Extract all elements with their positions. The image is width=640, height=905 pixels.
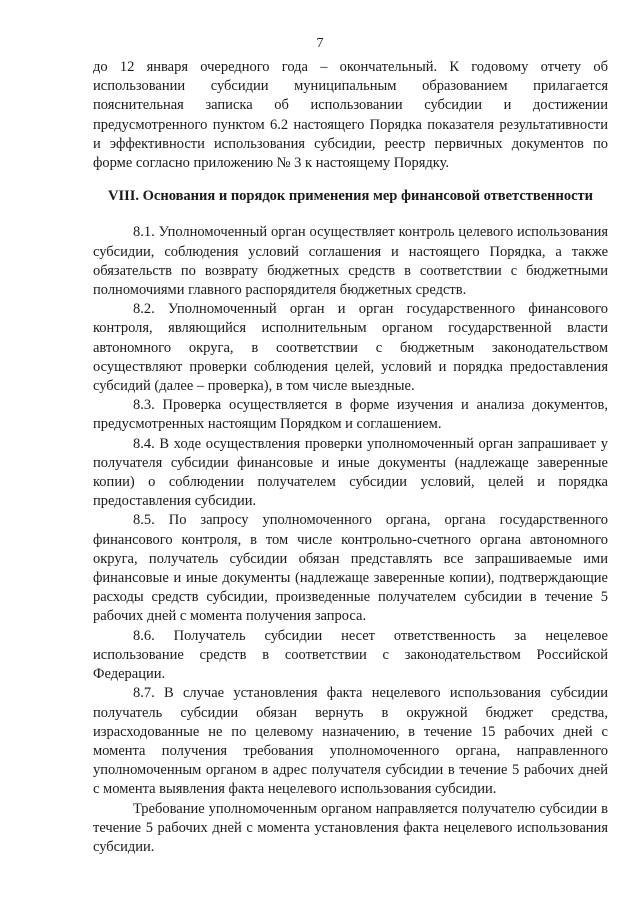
page-number: 7 — [316, 36, 324, 51]
paragraph-8-4: 8.4. В ходе осуществления проверки уполномоченный орган запрашивает у получателя субсидии финансовые и иные документы (надлежаще заверенные копии) о соблюдении получателем субсидии условий, целей и порядка предоставления субсидии. — [93, 435, 608, 510]
paragraph-8-6: 8.6. Получатель субсидии несет ответственность за нецелевое использование средств в соответствии с законодательством Российской Федерации. — [93, 627, 608, 683]
section-title: VIII. Основания и порядок применения мер финансовой ответственности — [107, 188, 594, 205]
paragraph-requirement: Требование уполномоченным органом направляется получателю субсидии в течение 5 рабочих дней с момента установления факта нецелевого использования субсидии. — [93, 800, 608, 855]
paragraph-8-1: 8.1. Уполномоченный орган осуществляет контроль целевого использования субсидии, соблюдения условий соглашения и настоящего Порядка, а также обязательств по возврату бюджетных средств в соответствии с бюджетными полномочиями главного распорядителя бюджетных средств. — [93, 224, 608, 299]
paragraph-8-5: 8.5. По запросу уполномоченного органа, органа государственного финансового контроля, в том числе контрольно-счетного органа автономного округа, получатель субсидии обязан представлять все запрашиваемые ими финансовые и иные документы (надлежаще заверенные копии), подтверждающие расходы средств субсидии, произведенные получателем субсидии в течение 5 рабочих дней с момента получения запроса. — [93, 512, 608, 625]
intro-paragraph: до 12 января очередного года – окончательный. К годовому отчету об использовании субсидии муниципальным образованием прилагается пояснительная записка об использовании субсидии и достижении предусмотренного пунктом 6.2 настоящего Порядка показателя результативности и эффективности использования субсидии, реестр первичных документов по форме согласно приложению № 3 к настоящему Порядку. — [93, 59, 608, 172]
document-body — [93, 58, 608, 857]
paragraph-8-3: 8.3. Проверка осуществляется в форме изучения и анализа документов, предусмотренных настоящим Порядком и соглашением. — [93, 397, 608, 433]
paragraph-8-7: 8.7. В случае установления факта нецелевого использования субсидии получатель субсидии обязан вернуть в окружной бюджет средства, израсходованные не по целевому назначению, в течение 15 рабочих дней с момента получения требования уполномоченного органа, направленного уполномоченным органом в адрес получателя субсидии в течение 5 рабочих дней с момента выявления факта нецелевого использования субсидии. — [93, 685, 608, 798]
paragraph-8-2: 8.2. Уполномоченный орган и орган государственного финансового контроля, являющийся исполнительным органом государственной власти автономного округа, в соответствии с бюджетным законодательством осуществляют проверки соблюдения целей, условий и порядка предоставления субсидий (далее – проверка), в том числе выездные. — [93, 301, 608, 395]
